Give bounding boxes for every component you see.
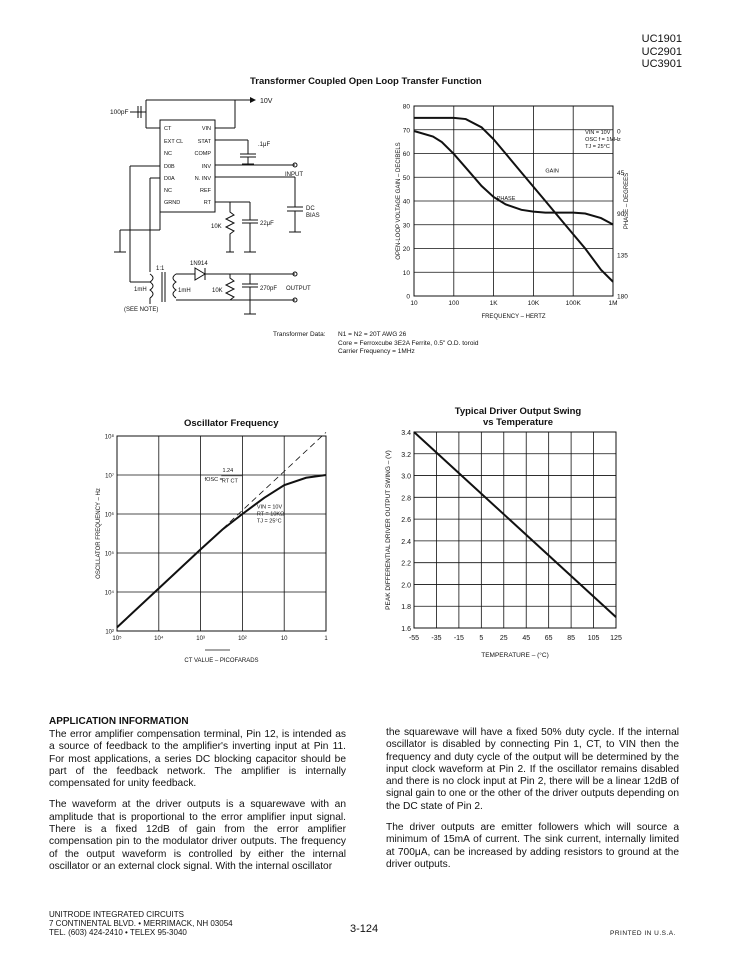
series-line xyxy=(414,432,616,617)
y-tick-label: 3.2 xyxy=(401,451,411,459)
x-tick-label: 100K xyxy=(565,300,581,307)
part-number: UC1901 xyxy=(641,33,682,45)
x-tick-label: 45 xyxy=(522,635,531,642)
x-tick-label: 25 xyxy=(499,635,508,642)
y-tick-label: 50 xyxy=(402,174,410,182)
svg-text:D0B: D0B xyxy=(164,164,175,170)
company-address: 7 CONTINENTAL BLVD. • MERRIMACK, NH 03054 xyxy=(49,919,233,928)
svg-text:NC: NC xyxy=(164,151,172,157)
svg-text:REF: REF xyxy=(200,188,211,194)
y-tick-label: 3.0 xyxy=(401,473,411,481)
y-tick-label: 1.6 xyxy=(401,626,411,633)
svg-text:OUTPUT: OUTPUT xyxy=(286,286,311,292)
svg-text:N. INV: N. INV xyxy=(194,176,211,182)
x-tick-label: 65 xyxy=(544,635,553,642)
transformer-data xyxy=(338,331,479,357)
svg-text:VIN: VIN xyxy=(201,126,211,132)
y-tick-label: 70 xyxy=(402,127,410,135)
gain-phase-chart xyxy=(384,96,644,326)
part-number: UC2901 xyxy=(641,45,682,58)
footer-address xyxy=(49,910,233,937)
svg-text:10K: 10K xyxy=(211,224,222,230)
x-tick-label: 10⁵ xyxy=(112,636,122,642)
transformer-schematic xyxy=(110,92,340,322)
transformer-data-line: N1 = N2 = 20T AWG 26 xyxy=(338,331,407,338)
condition-label: TJ = 25°C xyxy=(585,144,610,150)
x-tick-label: 85 xyxy=(567,635,576,642)
x-tick-label: -15 xyxy=(453,635,464,642)
y2-axis-title: PHASE – DEGREES xyxy=(624,172,630,230)
part-number: UC3901 xyxy=(641,58,682,70)
svg-text:INPUT: INPUT xyxy=(285,172,303,178)
y-tick-label: 1.8 xyxy=(401,604,411,612)
condition-label: VIN = 10V xyxy=(585,130,611,136)
x-tick-label: 105 xyxy=(587,635,600,642)
y-tick-label: 10⁸ xyxy=(104,434,114,441)
x-tick-label: 1M xyxy=(608,300,618,307)
y-tick-label: 2.2 xyxy=(401,560,411,568)
svg-text:D0A: D0A xyxy=(164,176,175,182)
page-number: 3-124 xyxy=(350,923,379,935)
plot-frame xyxy=(414,432,616,628)
y2-tick-label: 180 xyxy=(617,293,628,301)
transformer-figure-title: Transformer Coupled Open Loop Transfer Function xyxy=(250,76,482,87)
paragraph: the squarewave will have a fixed 50% duty cycle. If the internal oscillator is disabled by connecting Pin 1, CT, to VIN then the frequency and duty cycle of the output will be determined by the input clock waveform at Pin 2. If the oscillator remains disabled and there is no clock input at Pin 2, there will be a linear 12dB of signal gain to one or the other of the driver outputs depending on the DC state of Pin 2. xyxy=(386,727,679,812)
x-tick-label: 10K xyxy=(527,300,540,307)
y-tick-label: 10 xyxy=(402,269,410,277)
svg-text:1N914: 1N914 xyxy=(190,261,208,267)
y-tick-label: 80 xyxy=(402,103,410,111)
x-axis-title: CT VALUE – PICOFARADS xyxy=(184,658,259,664)
oscillator-chart-title: Oscillator Frequency xyxy=(184,418,279,429)
paragraph: The driver outputs are emitter followers which will source a minimum of 15mA of current. The sink current, internally limited at 700μA, can be increased by adding resistors to ground at the driver outputs. xyxy=(386,822,679,870)
y-tick-label: 60 xyxy=(402,151,410,158)
y-tick-label: 30 xyxy=(402,222,410,230)
y-tick-label: 2.0 xyxy=(401,582,411,590)
driver-swing-chart xyxy=(380,428,640,668)
y-tick-label: 10⁵ xyxy=(104,551,114,558)
svg-text:INV: INV xyxy=(201,164,211,170)
x-tick-label: -35 xyxy=(431,635,442,642)
x-tick-label: 125 xyxy=(610,635,622,642)
x-tick-label: 10⁴ xyxy=(154,636,164,642)
svg-text:.1μF: .1μF xyxy=(258,142,271,148)
application-col2 xyxy=(386,727,679,880)
series-line-measured xyxy=(117,475,326,627)
condition-label: RT = 10KΩ xyxy=(256,511,285,518)
y2-tick-label: 45 xyxy=(617,169,625,177)
paragraph: The error amplifier compensation terminal, Pin 12, is intended as a source of feedback to the amplifier's inverting input at Pin 11. For most applications, a series DC blocking capacitor should be part of the feedback network. The amplifier is internally compensated for unity feedback. xyxy=(49,729,346,790)
svg-text:22μF: 22μF xyxy=(260,221,274,227)
x-tick-label: -55 xyxy=(408,635,420,642)
application-col1 xyxy=(49,729,346,882)
y-tick-label: 2.6 xyxy=(401,517,411,525)
y-axis-title: OSCILLATOR FREQUENCY – Hz xyxy=(96,488,102,579)
x-tick-label: 10³ xyxy=(196,636,205,642)
y-tick-label: 0 xyxy=(406,293,410,301)
transformer-data-label: Transformer Data: xyxy=(273,331,326,338)
svg-text:RT: RT xyxy=(203,200,211,206)
x-tick-label: 10 xyxy=(410,300,418,307)
svg-text:1mH: 1mH xyxy=(178,288,191,294)
y-tick-label: 40 xyxy=(402,198,410,206)
x-tick-label: 10 xyxy=(280,636,288,642)
x-axis-title: TEMPERATURE – (°C) xyxy=(481,652,549,659)
plot-frame xyxy=(117,436,326,631)
svg-text:EXT CL: EXT CL xyxy=(164,139,184,145)
company-name: UNITRODE INTEGRATED CIRCUITS xyxy=(49,910,184,919)
svg-text:STAT: STAT xyxy=(197,139,211,145)
series-line-phase xyxy=(414,131,613,225)
y2-tick-label: 90 xyxy=(617,211,625,218)
x-tick-label: 1K xyxy=(489,300,498,307)
y2-tick-label: 0 xyxy=(617,128,621,136)
company-phone: TEL. (603) 424-2410 • TELEX 95-3040 xyxy=(49,928,187,937)
series-label: GAIN xyxy=(545,168,559,175)
y-tick-label: 10⁶ xyxy=(104,512,114,519)
x-tick-label: 1 xyxy=(324,636,328,642)
y-tick-label: 10⁴ xyxy=(104,590,114,597)
formula-label: fOSC = xyxy=(204,476,223,483)
driver-swing-chart-title: Typical Driver Output Swing vs Temperature xyxy=(454,406,582,428)
svg-text:BIAS: BIAS xyxy=(306,213,320,219)
transformer-data-line: Carrier Frequency = 1MHz xyxy=(338,348,415,355)
condition-label: VIN = 10V xyxy=(256,504,283,511)
svg-text:1mH: 1mH xyxy=(134,287,147,293)
svg-text:NC: NC xyxy=(164,188,172,194)
svg-text:DC: DC xyxy=(306,206,315,212)
transformer-data-line: Core = Ferroxcube 3E2A Ferrite, 0.5" O.D. toroid xyxy=(338,339,479,347)
svg-text:1:1: 1:1 xyxy=(156,266,165,272)
printed-label: PRINTED IN U.S.A. xyxy=(610,930,676,937)
application-heading: APPLICATION INFORMATION xyxy=(49,716,189,727)
condition-label: OSC f = 1MHz xyxy=(585,137,621,143)
part-number-block xyxy=(642,33,682,71)
cap-100pf-label: 100pF xyxy=(110,109,129,116)
svg-text:270pF: 270pF xyxy=(260,286,278,292)
y-tick-label: 20 xyxy=(402,246,410,253)
svg-text:GRND: GRND xyxy=(164,200,181,206)
y-tick-label: 10² xyxy=(105,629,114,636)
svg-text:COMP: COMP xyxy=(194,151,211,157)
y-tick-label: 10⁷ xyxy=(105,473,114,480)
svg-text:(SEE NOTE): (SEE NOTE) xyxy=(124,307,159,313)
y-tick-label: 3.4 xyxy=(401,430,411,437)
y2-tick-label: 135 xyxy=(617,252,628,260)
y-tick-label: 2.4 xyxy=(401,538,411,546)
y-axis-title: OPEN-LOOP VOLTAGE GAIN – DECIBELS xyxy=(396,142,402,260)
y-axis-title: PEAK DIFFERENTIAL DRIVER OUTPUT SWING – (V) xyxy=(385,450,392,610)
svg-text:CT: CT xyxy=(164,126,172,132)
x-tick-label: 100 xyxy=(448,300,460,307)
y-tick-label: 2.8 xyxy=(401,495,411,503)
paragraph: The waveform at the driver outputs is a squarewave with an amplitude that is proportional to the error amplifier input signal. There is a fixed 12dB of gain from the error amplifier compensation pin to the modulator driver outputs. The frequency of the output waveform is controlled by either the internal oscillator or an external clock signal. With the internal oscillator xyxy=(49,799,346,872)
series-label: PHASE xyxy=(496,195,516,202)
supply-label: 10V xyxy=(260,98,273,105)
formula-numerator: 1.24 xyxy=(222,467,234,474)
oscillator-chart xyxy=(90,428,350,668)
x-tick-label: 10² xyxy=(238,636,247,642)
svg-text:10K: 10K xyxy=(212,288,223,294)
formula-denominator: RT CT xyxy=(221,478,238,485)
series-line-ideal xyxy=(201,432,326,549)
x-tick-label: 5 xyxy=(479,635,484,642)
condition-label: TJ = 25°C xyxy=(256,518,282,525)
x-axis-title: FREQUENCY – HERTZ xyxy=(481,314,546,320)
